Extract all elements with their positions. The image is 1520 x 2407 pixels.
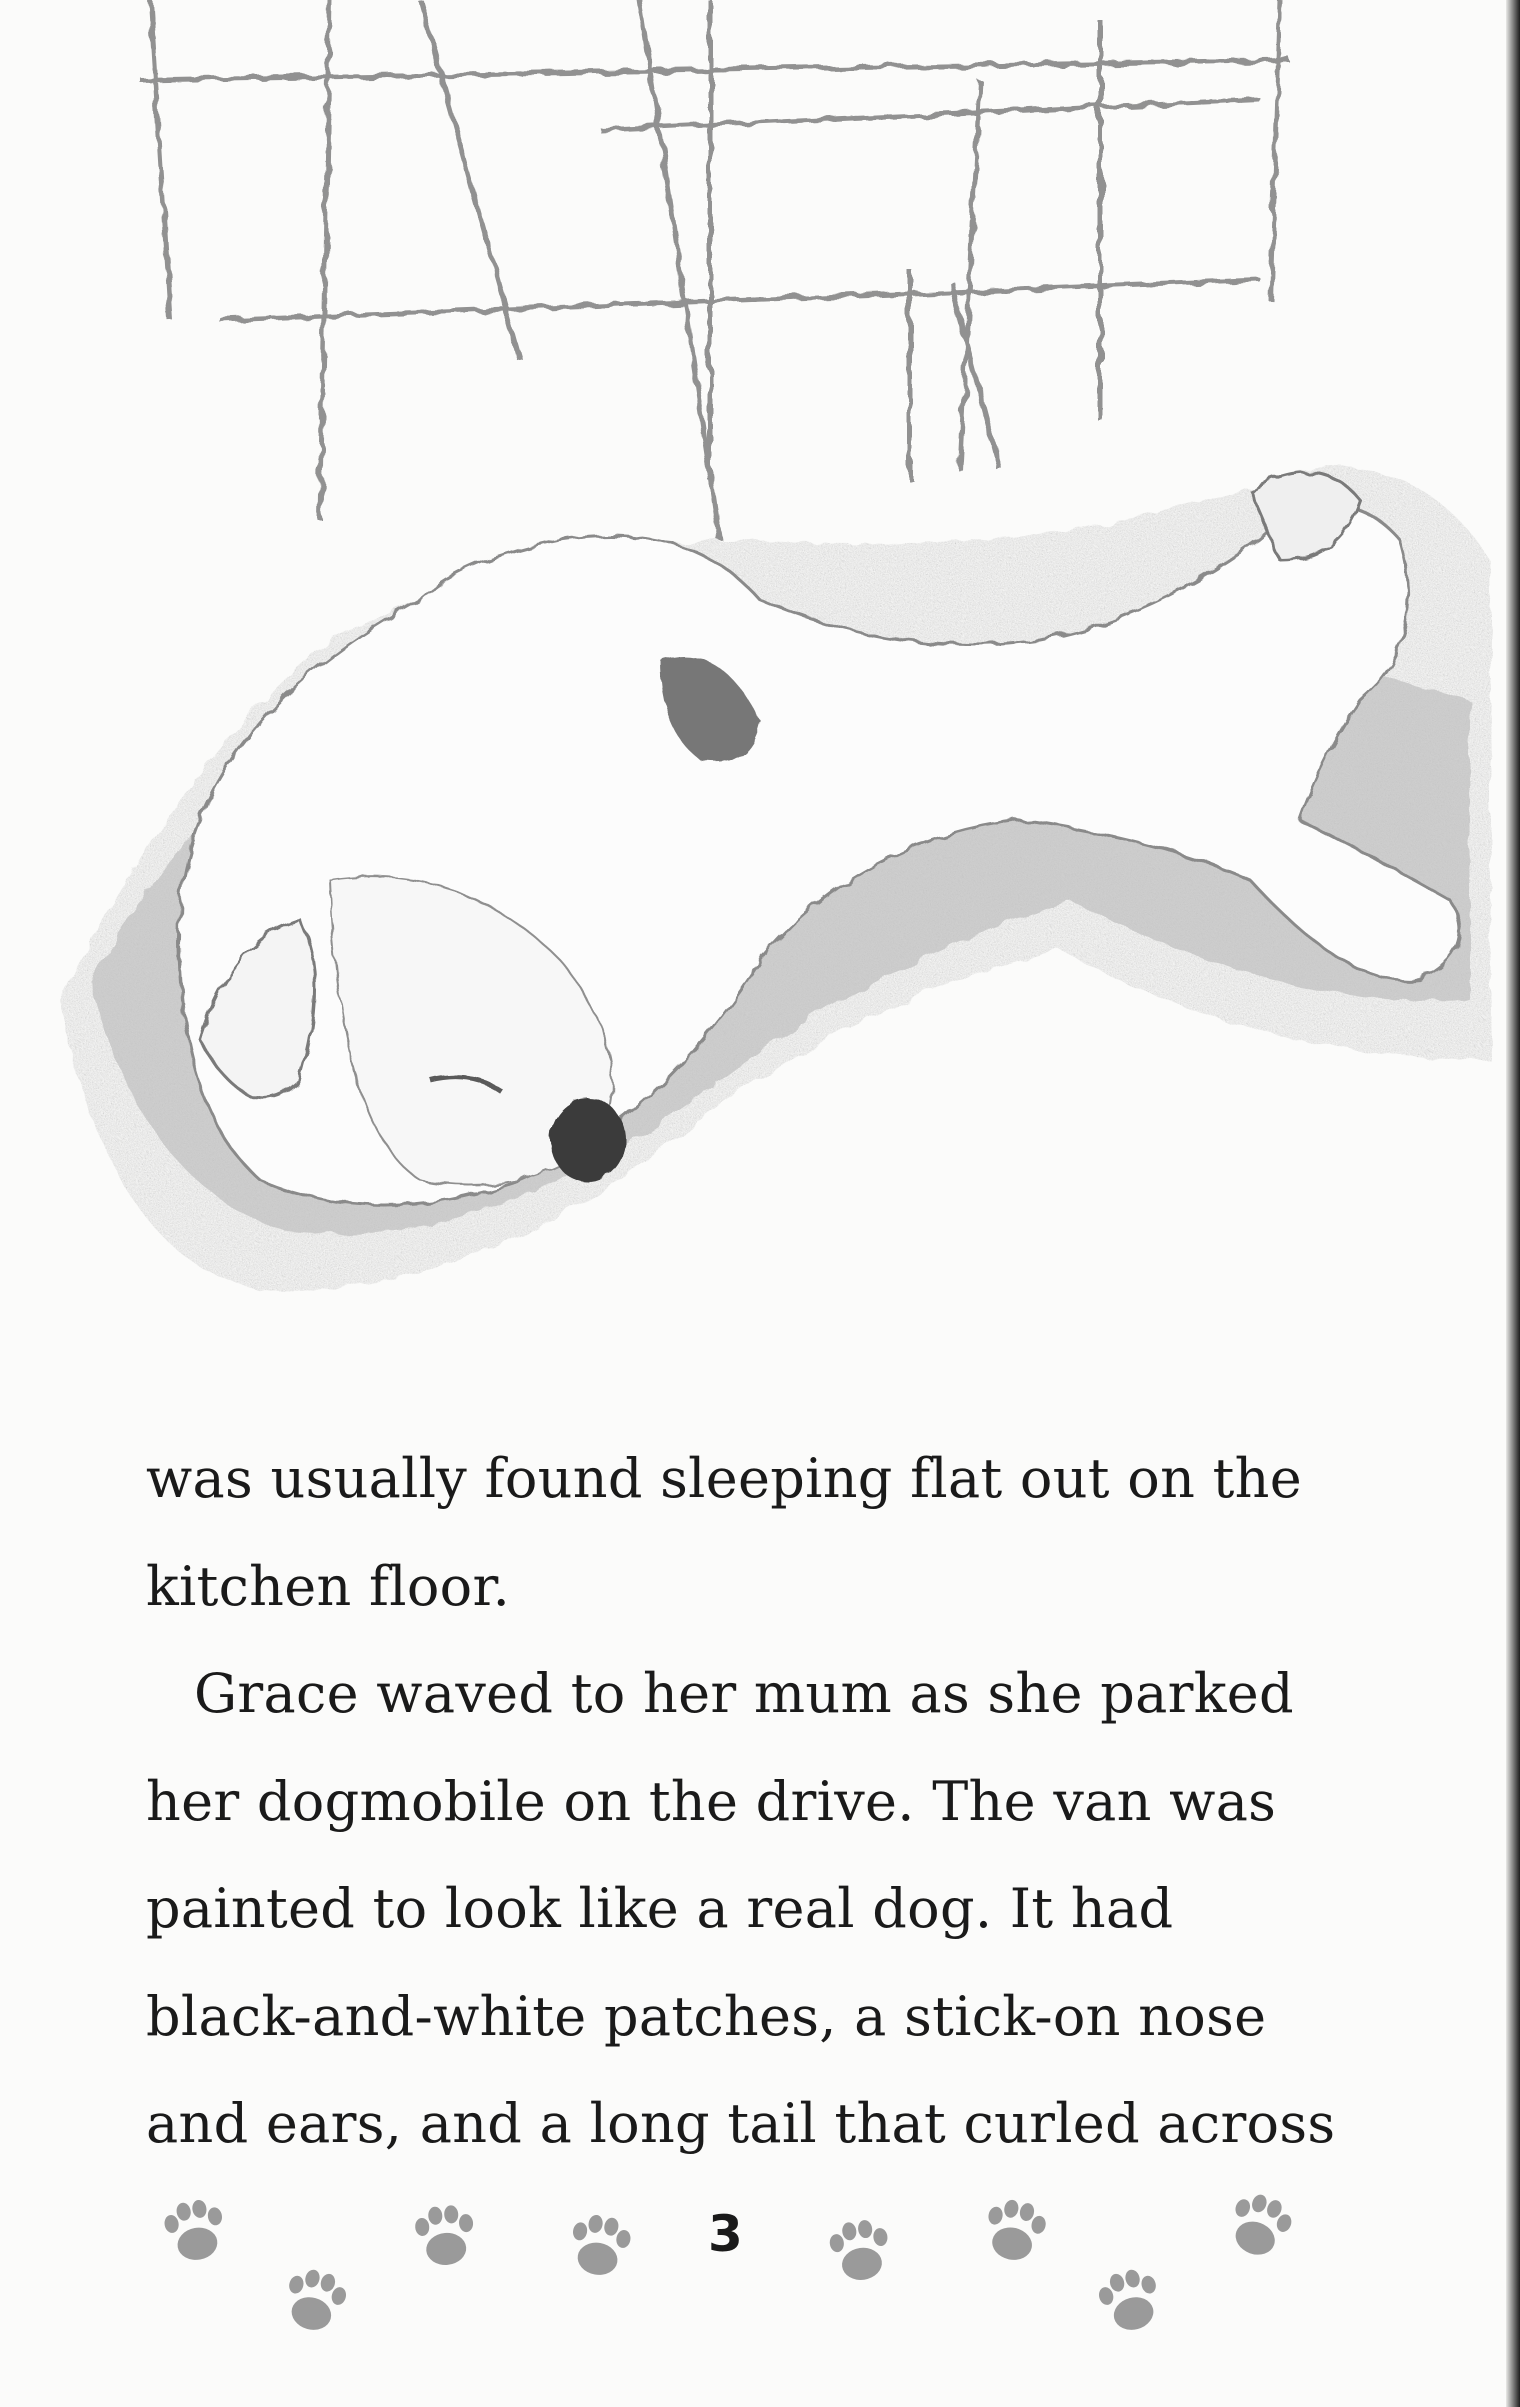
text-line: black-and-white patches, a stick-on nose bbox=[146, 1984, 1267, 2048]
paw-print-icon bbox=[827, 2217, 893, 2283]
text-line: Grace waved to her mum as she parked bbox=[194, 1662, 1294, 1725]
paw-print-icon bbox=[279, 2264, 350, 2336]
dog-nose bbox=[550, 1098, 626, 1182]
text-line: was usually found sleeping flat out on the bbox=[146, 1447, 1302, 1510]
text-line: her dogmobile on the drive. The van was bbox=[146, 1769, 1277, 1833]
paw-print-icon bbox=[161, 2196, 228, 2264]
paw-print-icon bbox=[980, 2196, 1049, 2266]
paw-print-icon bbox=[414, 2204, 477, 2268]
paw-print-border bbox=[0, 2170, 1500, 2370]
text-line: kitchen floor. bbox=[146, 1554, 511, 1618]
paw-print-icon bbox=[566, 2211, 633, 2279]
page-number: 3 bbox=[708, 2205, 743, 2263]
window-frame-sketch bbox=[140, 0, 1290, 540]
text-line: and ears, and a long tail that curled across bbox=[146, 2092, 1336, 2155]
page-edge-shadow bbox=[1506, 0, 1520, 2407]
paw-print-icon bbox=[1222, 2188, 1297, 2263]
paw-print-icon bbox=[1094, 2264, 1165, 2336]
text-line: painted to look like a real dog. It had bbox=[146, 1877, 1174, 1940]
story-text bbox=[146, 1425, 1346, 2178]
